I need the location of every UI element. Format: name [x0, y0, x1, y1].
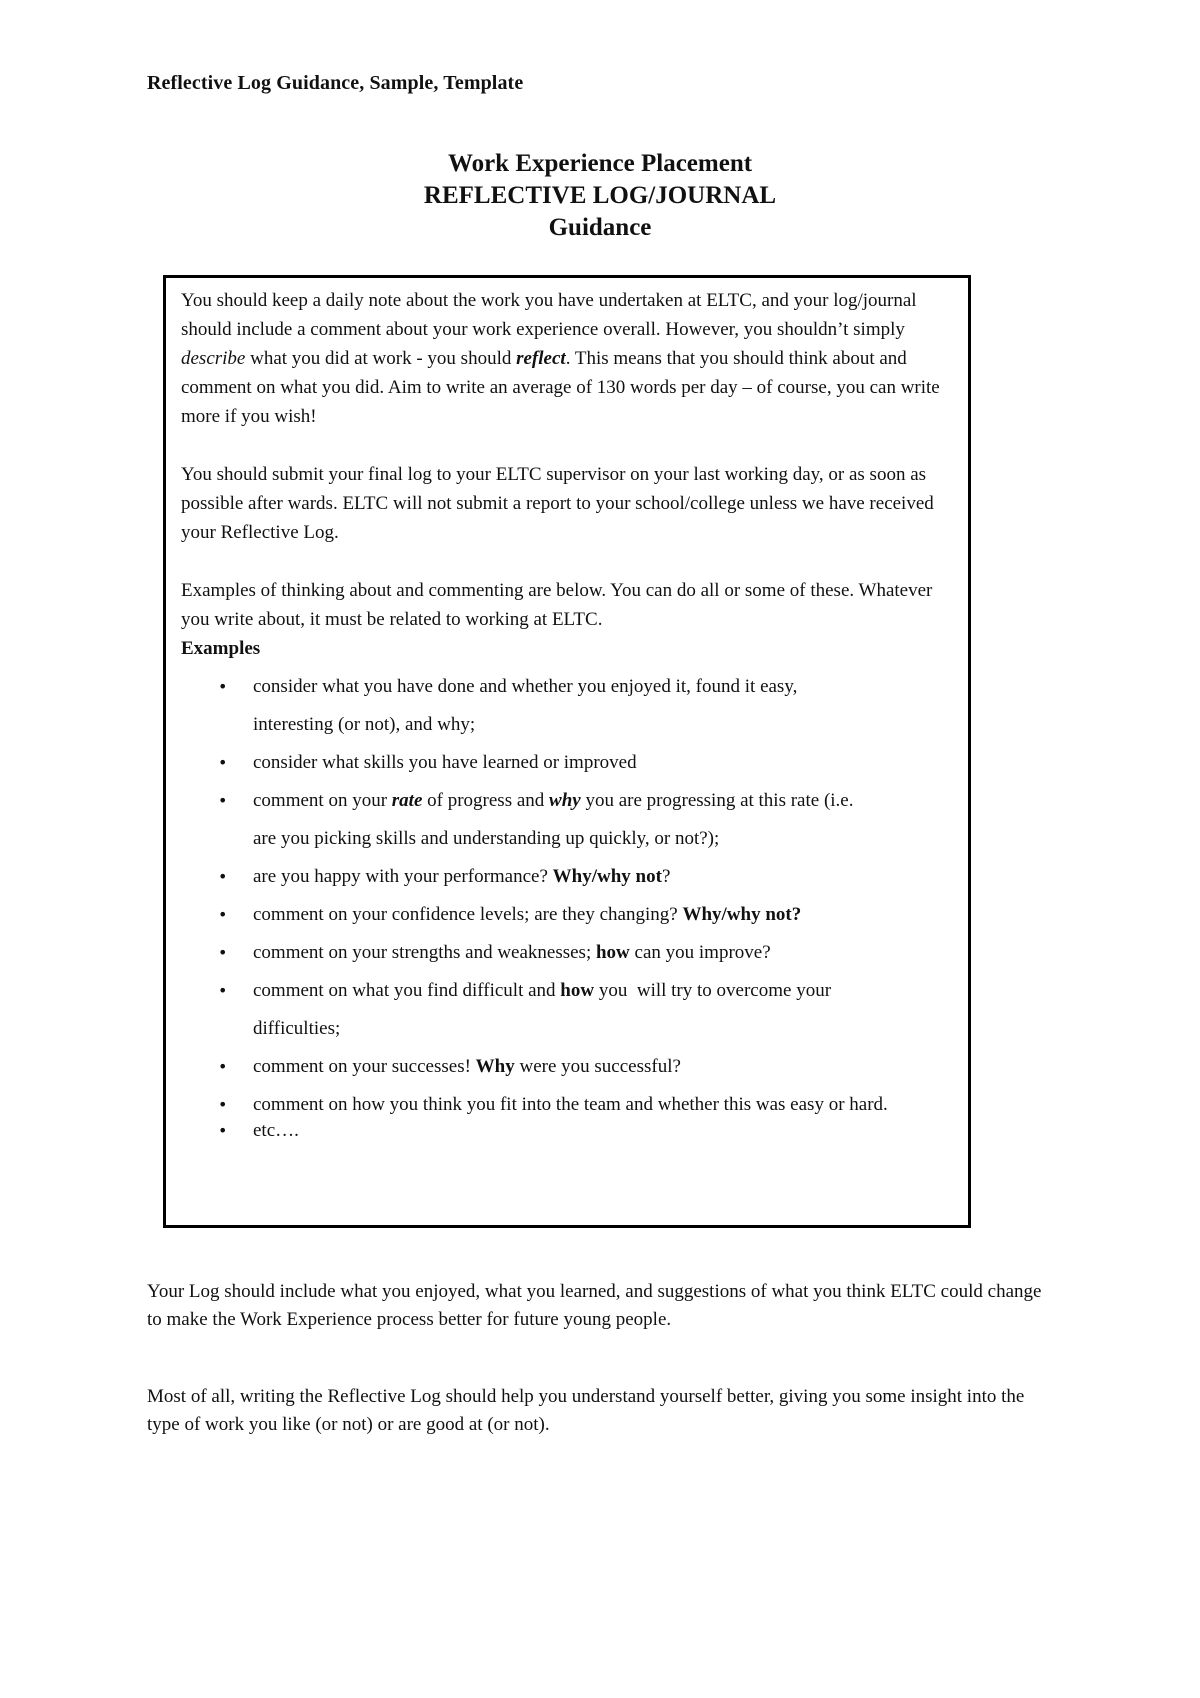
- list-item-text: you are progressing at this rate (i.e.: [580, 790, 854, 811]
- emphasis-reflect: reflect: [516, 348, 566, 369]
- emphasis-bold: how: [595, 942, 630, 963]
- list-item-text: comment on your confidence levels; are they changing?: [253, 904, 683, 925]
- list-item-text: difficulties;: [253, 1018, 341, 1039]
- guidance-box: [163, 275, 971, 1228]
- list-item-text: are you picking skills and understanding up quickly, or not?);: [253, 828, 720, 849]
- bullet-icon: •: [218, 1121, 228, 1140]
- bullet-icon: •: [218, 677, 228, 696]
- guidance-text: You should keep a daily note about the work you have undertaken at ELTC, and your log/journal should include a comment about your work experience overall. However, you shouldn’t simply: [181, 290, 917, 340]
- list-item-text: comment on how you think you fit into the team and whether this was easy or hard.: [253, 1094, 888, 1115]
- bullet-icon: •: [218, 753, 228, 772]
- list-item: [181, 972, 954, 1048]
- closing-paragraph-2: Most of all, writing the Reflective Log should help you understand yourself better, giving you some insight into the type of work you like (or not) or are good at (or not).: [147, 1386, 1025, 1435]
- emphasis-why: why: [549, 790, 581, 811]
- list-item-text: were you successful?: [514, 1056, 681, 1077]
- list-item-text: are you happy with your performance?: [253, 866, 553, 887]
- title-line-3: Guidance: [548, 214, 652, 241]
- list-item: [181, 744, 954, 782]
- closing-paragraph-1: Your Log should include what you enjoyed, what you learned, and suggestions of what you think ELTC could change to make the Work Experience process better for future young people.: [147, 1281, 1042, 1330]
- list-item-text: comment on your strengths and weaknesses;: [253, 942, 596, 963]
- guidance-paragraph-2: You should submit your final log to your ELTC supervisor on your last working day, or as soon as possible after wards. ELTC will not submit a report to your school/college unless we have received your Reflective Log.: [181, 464, 934, 543]
- title-line-1: Work Experience Placement: [447, 150, 753, 177]
- bullet-icon: •: [218, 905, 228, 924]
- list-item: [181, 896, 954, 934]
- bullet-icon: •: [218, 791, 228, 810]
- list-item: [181, 1048, 954, 1086]
- document-header: Reflective Log Guidance, Sample, Template: [147, 72, 524, 94]
- list-item: [181, 668, 954, 744]
- guidance-paragraph-1: [181, 286, 954, 431]
- bullet-icon: •: [218, 981, 228, 1000]
- emphasis-bold: Why/why not: [552, 866, 662, 887]
- bullet-icon: •: [218, 1095, 228, 1114]
- page-title: [0, 148, 1200, 244]
- list-item-text: comment on your: [253, 790, 392, 811]
- list-item-text: consider what you have done and whether you enjoyed it, found it easy,: [253, 676, 798, 697]
- list-item-text: comment on what you find difficult and: [253, 980, 561, 1001]
- list-item-text: you will try to overcome your: [594, 980, 832, 1001]
- list-item-text: can you improve?: [629, 942, 771, 963]
- list-item-text: of progress and: [422, 790, 550, 811]
- list-item: [181, 1092, 954, 1118]
- list-item: [181, 934, 954, 972]
- emphasis-bold: how: [560, 980, 595, 1001]
- list-item: [181, 858, 954, 896]
- list-item-text: consider what skills you have learned or improved: [253, 752, 637, 773]
- guidance-text: what you did at work - you should: [245, 348, 517, 369]
- examples-heading: Examples: [181, 638, 261, 659]
- list-item: [181, 1118, 954, 1144]
- examples-list: [181, 668, 954, 1144]
- emphasis-describe: describe: [181, 348, 246, 369]
- emphasis-rate: rate: [391, 790, 423, 811]
- emphasis-bold: Why: [475, 1056, 515, 1077]
- list-item-text: interesting (or not), and why;: [253, 714, 476, 735]
- emphasis-bold: Why/why not?: [682, 904, 802, 925]
- guidance-text: . This means that you should think about and comment on what you did. Aim to write an average of 130 words per day – of course, you can write more if you wish!: [181, 348, 940, 427]
- guidance-paragraph-3: Examples of thinking about and commenting are below. You can do all or some of these. Whatever you write about, it must be related to working at ELTC.: [181, 580, 933, 630]
- title-line-2: REFLECTIVE LOG/JOURNAL: [423, 182, 777, 209]
- bullet-icon: •: [218, 867, 228, 886]
- bullet-icon: •: [218, 1057, 228, 1076]
- list-item: [181, 782, 954, 858]
- list-item-text: comment on your successes!: [253, 1056, 476, 1077]
- list-item-text: etc….: [253, 1120, 299, 1141]
- bullet-icon: •: [218, 943, 228, 962]
- list-item-text: ?: [661, 866, 671, 887]
